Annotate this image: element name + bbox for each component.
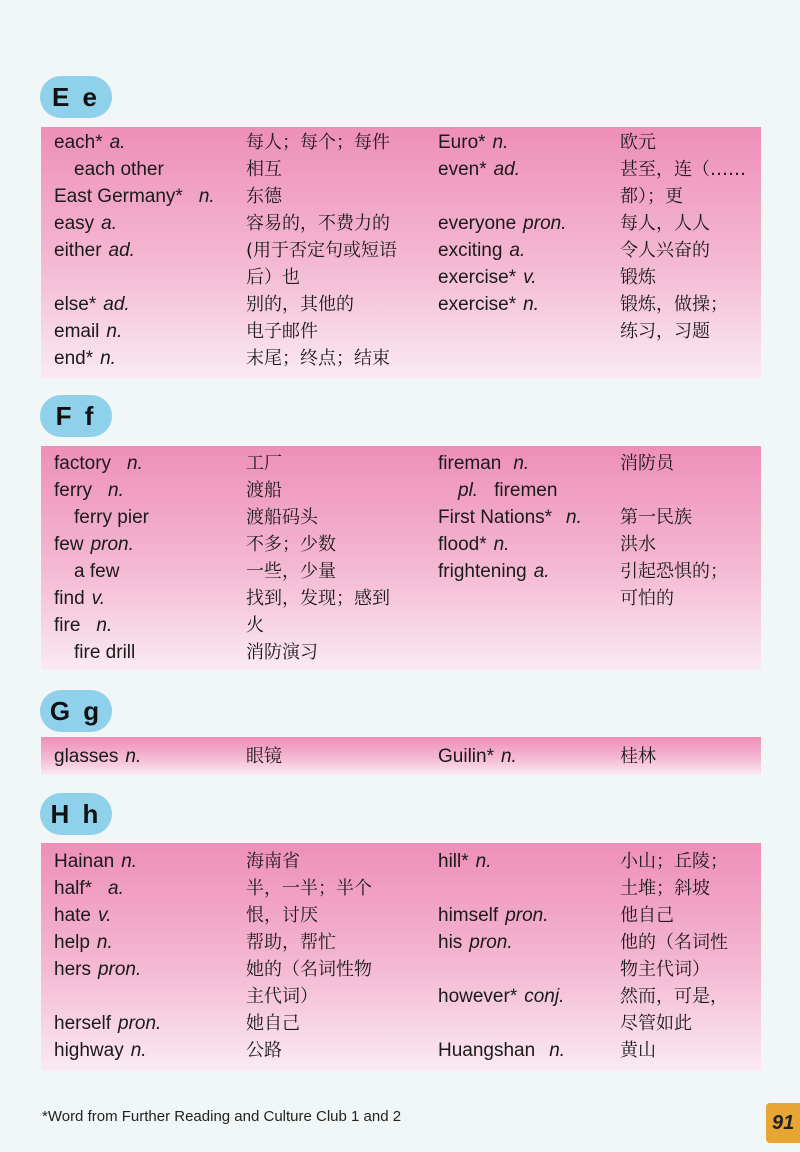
part-of-speech: v. xyxy=(97,905,112,926)
translation-continued: 都）；更 xyxy=(620,186,683,207)
part-of-speech: pron. xyxy=(505,905,549,926)
translation: 末尾；终点；结束 xyxy=(246,348,390,369)
section-letter-e: E e xyxy=(40,76,112,118)
translation: 令人兴奋的 xyxy=(620,240,710,261)
part-of-speech: n. xyxy=(493,534,510,555)
part-of-speech: n. xyxy=(106,321,123,342)
translation: 别的，其他的 xyxy=(246,294,354,315)
part-of-speech: pron. xyxy=(90,534,134,555)
translation: 他的（名词性 xyxy=(620,932,728,953)
part-of-speech: a. xyxy=(109,132,126,153)
part-of-speech: conj. xyxy=(524,986,565,1007)
word: First Nations* xyxy=(438,507,553,528)
translation: 然而，可是， xyxy=(620,986,728,1007)
translation: 帮助，帮忙 xyxy=(246,932,336,953)
word: half* xyxy=(54,878,93,899)
word: hate xyxy=(54,905,91,926)
translation: 公路 xyxy=(246,1040,282,1061)
word: help xyxy=(54,932,90,953)
word: himself xyxy=(438,905,499,926)
word: factory xyxy=(54,453,112,474)
word: his xyxy=(438,932,463,953)
word: herself xyxy=(54,1013,112,1034)
word: Euro* xyxy=(438,132,486,153)
translation-continued: 主代词） xyxy=(246,986,318,1007)
translation-continued: 土堆；斜坡 xyxy=(620,878,710,899)
translation: 恨，讨厌 xyxy=(246,905,318,926)
part-of-speech: pron. xyxy=(523,213,567,234)
section-letter-h: H h xyxy=(40,793,112,835)
part-of-speech: v. xyxy=(523,267,537,288)
translation-continued: 可怕的 xyxy=(620,588,674,609)
word: a few xyxy=(74,561,120,582)
part-of-speech: n. xyxy=(130,1040,147,1061)
translation: 容易的，不费力的 xyxy=(246,213,390,234)
part-of-speech: n. xyxy=(475,851,492,872)
word: exciting xyxy=(438,240,503,261)
translation: 渡船 xyxy=(246,480,282,501)
word: end* xyxy=(54,348,94,369)
part-of-speech: n. xyxy=(513,453,530,474)
translation: 引起恐惧的； xyxy=(620,561,728,582)
part-of-speech: n. xyxy=(125,746,142,767)
translation-continued: 尽管如此 xyxy=(620,1013,692,1034)
word: hers xyxy=(54,959,91,980)
translation: 工厂 xyxy=(246,453,282,474)
translation: 消防演习 xyxy=(246,642,318,663)
word: Hainan xyxy=(54,851,115,872)
translation: 不多；少数 xyxy=(246,534,336,555)
part-of-speech: n. xyxy=(127,453,143,474)
translation: 眼镜 xyxy=(246,746,282,767)
translation: 电子邮件 xyxy=(246,321,318,342)
translation: 洪水 xyxy=(620,534,656,555)
word: flood* xyxy=(438,534,487,555)
translation: 他自己 xyxy=(620,905,674,926)
part-of-speech: ad. xyxy=(493,159,521,180)
part-of-speech: n. xyxy=(96,932,113,953)
translation: 消防员 xyxy=(620,453,674,474)
part-of-speech: a. xyxy=(533,561,550,582)
translation: 海南省 xyxy=(246,851,300,872)
translation: 每人；每个；每件 xyxy=(246,132,390,153)
translation: 半，一半；半个 xyxy=(246,878,372,899)
word: ferry pier xyxy=(74,507,149,528)
translation-continued: 练习，习题 xyxy=(620,321,710,342)
translation: 小山；丘陵； xyxy=(620,851,728,872)
word: glasses xyxy=(54,746,119,767)
translation: 东德 xyxy=(246,186,282,207)
translation: 她的（名词性物 xyxy=(246,959,372,980)
part-of-speech: n. xyxy=(96,615,113,636)
translation: 锻炼 xyxy=(620,267,656,288)
part-of-speech: n. xyxy=(500,746,517,767)
part-of-speech: n. xyxy=(492,132,509,153)
word: few xyxy=(54,534,84,555)
part-of-speech: pron. xyxy=(118,1013,162,1034)
part-of-speech: n. xyxy=(549,1040,566,1061)
word: find xyxy=(54,588,85,609)
word: fireman xyxy=(438,453,502,474)
part-of-speech: n. xyxy=(121,851,138,872)
word: frightening xyxy=(438,561,527,582)
translation: 一些，少量 xyxy=(246,561,336,582)
plural-label: pl. xyxy=(458,480,479,501)
part-of-speech: n. xyxy=(523,294,540,315)
translation: 火 xyxy=(246,615,264,636)
part-of-speech: ad. xyxy=(108,240,135,261)
word: exercise* xyxy=(438,294,517,315)
word: even* xyxy=(438,159,487,180)
translation: 第一民族 xyxy=(620,507,692,528)
translation: 每人，人人 xyxy=(620,213,710,234)
part-of-speech: a. xyxy=(509,240,526,261)
part-of-speech: v. xyxy=(91,588,106,609)
word: everyone xyxy=(438,213,517,234)
word: East Germany* xyxy=(54,186,183,207)
translation: 锻炼，做操； xyxy=(620,294,728,315)
translation-continued: 后）也 xyxy=(246,267,300,288)
translation: 渡船码头 xyxy=(246,507,318,528)
translation: 她自己 xyxy=(246,1013,300,1034)
part-of-speech: n. xyxy=(108,480,124,501)
part-of-speech: n. xyxy=(198,186,215,207)
translation: (用于否定句或短语 xyxy=(246,240,398,261)
translation: 相互 xyxy=(246,159,282,180)
word: hill* xyxy=(438,851,469,872)
word: fire xyxy=(54,615,81,636)
translation: 欧元 xyxy=(620,132,656,153)
part-of-speech: n. xyxy=(566,507,582,528)
word: ferry xyxy=(54,480,92,501)
page-number: 91 xyxy=(766,1103,800,1143)
translation: 黄山 xyxy=(620,1040,656,1061)
translation: 甚至，连（…… xyxy=(620,159,746,180)
word: fire drill xyxy=(74,642,136,663)
translation: 找到，发现；感到 xyxy=(246,588,390,609)
part-of-speech: a. xyxy=(101,213,117,234)
word: highway xyxy=(54,1040,124,1061)
translation: 桂林 xyxy=(620,746,656,767)
word: Guilin* xyxy=(438,746,494,767)
part-of-speech: pron. xyxy=(469,932,513,953)
word: however* xyxy=(438,986,518,1007)
section-letter-f: F f xyxy=(40,395,112,437)
word: each other xyxy=(74,159,164,180)
plural-form: firemen xyxy=(494,480,558,501)
word: exercise* xyxy=(438,267,517,288)
footnote: *Word from Further Reading and Culture Club 1 and 2 xyxy=(42,1108,402,1125)
section-letter-g: G g xyxy=(40,690,112,732)
word: easy xyxy=(54,213,95,234)
word: each* xyxy=(54,132,103,153)
part-of-speech: pron. xyxy=(97,959,142,980)
part-of-speech: ad. xyxy=(103,294,130,315)
part-of-speech: n. xyxy=(100,348,116,369)
translation-continued: 物主代词） xyxy=(620,959,710,980)
word: either xyxy=(54,240,102,261)
word: email xyxy=(54,321,100,342)
part-of-speech: a. xyxy=(108,878,124,899)
word: Huangshan xyxy=(438,1040,536,1061)
word: else* xyxy=(54,294,97,315)
